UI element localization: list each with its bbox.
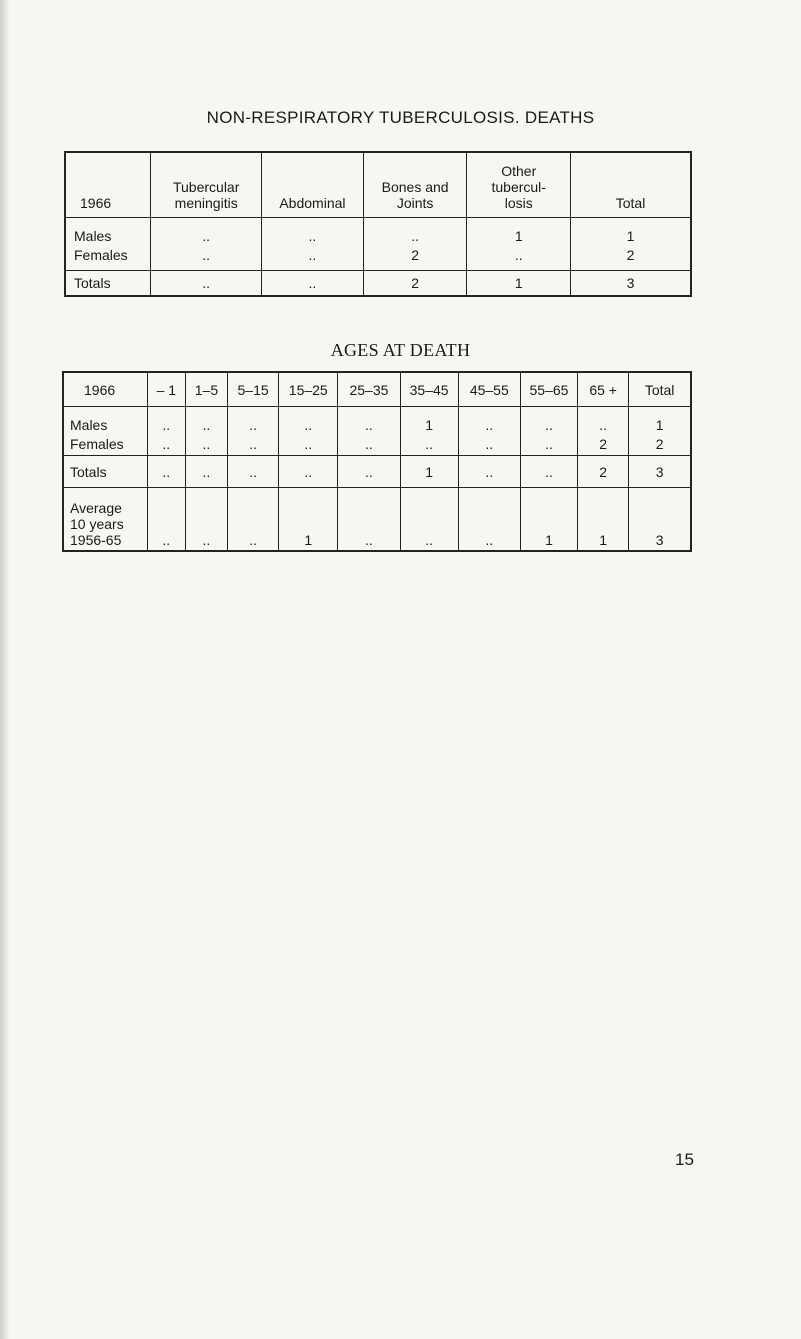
cell-bones-joints [363, 218, 467, 271]
total-cell: .. [228, 456, 279, 488]
average-label-line: 1956-65 [70, 532, 122, 548]
table-row-totals [65, 271, 691, 297]
header-total: Total [571, 152, 691, 218]
value-males: .. [411, 228, 419, 244]
label-totals: Totals [65, 271, 151, 297]
header-age-35-45: 35–45 [400, 372, 458, 407]
value-females: 2 [599, 436, 608, 452]
value-males: .. [162, 417, 171, 433]
header-age-under-1: – 1 [147, 372, 185, 407]
ages-table [62, 371, 692, 552]
average-cell: .. [228, 488, 279, 552]
total-tubercular-meningitis: .. [151, 271, 262, 297]
total-cell: .. [279, 456, 338, 488]
value-males: .. [545, 417, 553, 433]
average-cell: .. [458, 488, 520, 552]
average-cell: .. [338, 488, 400, 552]
average-cell: .. [147, 488, 185, 552]
table-row [63, 407, 691, 456]
value-females: .. [365, 436, 373, 452]
header-age-25-35: 25–35 [338, 372, 400, 407]
average-cell: 1 [520, 488, 577, 552]
label-females: Females [70, 436, 124, 452]
average-label-line: Average [70, 500, 122, 516]
cell [458, 407, 520, 456]
table-header-row [63, 372, 691, 407]
cell-abdominal [262, 218, 364, 271]
page-title: NON-RESPIRATORY TUBERCULOSIS. DEATHS [206, 108, 595, 127]
value-females: .. [304, 436, 313, 452]
header-tubercular-meningitis [151, 152, 262, 218]
average-label-line: 10 years [70, 516, 124, 532]
value-females: .. [202, 247, 211, 263]
header-label: Tubercular [172, 179, 240, 195]
total-abdominal: .. [262, 271, 364, 297]
header-year: 1966 [65, 152, 151, 218]
value-females: .. [162, 436, 171, 452]
value-males: .. [202, 228, 211, 244]
total-cell: .. [185, 456, 227, 488]
average-cell: .. [400, 488, 458, 552]
total-other-tuberculosis: 1 [467, 271, 571, 297]
value-females: 2 [411, 247, 419, 263]
label-males: Males [70, 417, 108, 433]
average-cell: 1 [279, 488, 338, 552]
value-females: .. [249, 436, 257, 452]
page-number: 15 [675, 1150, 694, 1169]
average-cell: 1 [578, 488, 629, 552]
cell-total [629, 407, 691, 456]
header-label: losis [504, 195, 533, 211]
value-females: .. [425, 436, 433, 452]
cell-total [571, 218, 691, 271]
average-cell: .. [185, 488, 227, 552]
page-edge-shadow [0, 0, 10, 1339]
header-age-1-5: 1–5 [185, 372, 227, 407]
value-females: .. [202, 436, 211, 452]
total-bones-joints: 2 [363, 271, 467, 297]
header-year: 1966 [63, 372, 147, 407]
header-age-15-25: 15–25 [279, 372, 338, 407]
header-age-45-55: 45–55 [458, 372, 520, 407]
cell-tubercular-meningitis [151, 218, 262, 271]
value-females: .. [514, 247, 523, 263]
header-bones-joints [363, 152, 467, 218]
cell [520, 407, 577, 456]
cell [578, 407, 629, 456]
table-row-average [63, 488, 691, 552]
total-total: 3 [571, 271, 691, 297]
header-label: meningitis [174, 195, 238, 211]
cell [338, 407, 400, 456]
cell [147, 407, 185, 456]
total-cell: .. [338, 456, 400, 488]
header-label: Other [501, 163, 537, 179]
header-other-tuberculosis [467, 152, 571, 218]
average-total: 3 [629, 488, 691, 552]
table-row-totals [63, 456, 691, 488]
total-cell: .. [458, 456, 520, 488]
value-females: 2 [655, 436, 664, 452]
total-cell: .. [147, 456, 185, 488]
header-age-65-plus: 65 + [578, 372, 629, 407]
section-title-ages: AGES AT DEATH [330, 340, 471, 360]
value-females: 2 [626, 247, 635, 263]
label-average [63, 488, 147, 552]
total-cell: 2 [578, 456, 629, 488]
cell [279, 407, 338, 456]
header-label: Joints [396, 195, 434, 211]
header-age-55-65: 55–65 [520, 372, 577, 407]
header-age-5-15: 5–15 [228, 372, 279, 407]
value-males: 1 [514, 228, 523, 244]
value-males: .. [308, 228, 317, 244]
label-totals: Totals [63, 456, 147, 488]
value-males: .. [365, 417, 373, 433]
cell [185, 407, 227, 456]
cell [400, 407, 458, 456]
deaths-table [64, 151, 692, 297]
value-males: 1 [655, 417, 664, 433]
value-females: .. [545, 436, 553, 452]
value-males: .. [249, 417, 257, 433]
header-label: tubercul- [491, 179, 546, 195]
total-cell: .. [520, 456, 577, 488]
value-males: .. [202, 417, 211, 433]
value-males: .. [304, 417, 313, 433]
table-row [65, 218, 691, 271]
value-males: .. [485, 417, 494, 433]
row-labels [65, 218, 151, 271]
value-females: .. [308, 247, 317, 263]
label-males: Males [74, 228, 112, 244]
header-abdominal: Abdominal [262, 152, 364, 218]
value-males: .. [599, 417, 608, 433]
total-total: 3 [629, 456, 691, 488]
total-cell: 1 [400, 456, 458, 488]
value-females: .. [485, 436, 494, 452]
table-header-row [65, 152, 691, 218]
row-labels [63, 407, 147, 456]
label-females: Females [74, 247, 128, 263]
cell [228, 407, 279, 456]
value-males: 1 [425, 417, 434, 433]
header-label: Bones and [381, 179, 449, 195]
value-males: 1 [626, 228, 635, 244]
header-total: Total [629, 372, 691, 407]
cell-other-tuberculosis [467, 218, 571, 271]
